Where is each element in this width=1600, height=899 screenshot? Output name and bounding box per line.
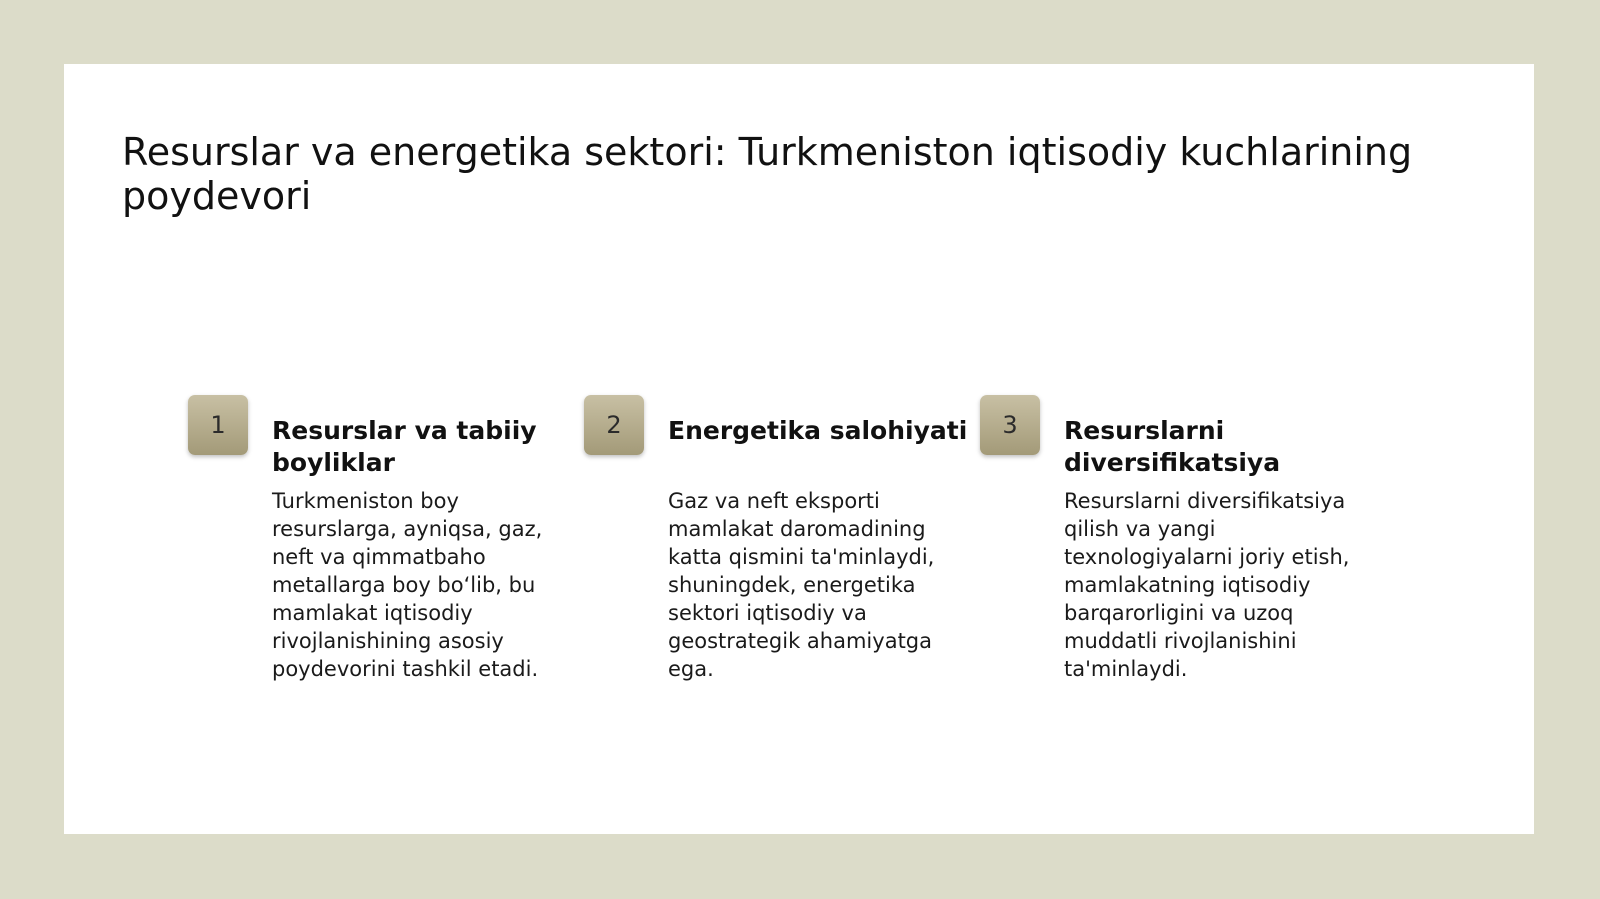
step-heading: Energetika salohiyati [668,416,968,445]
step-body: Resurslarni diversifikatsiya qilish va yangi texnologiyalarni joriy etish, mamlakatning iqtisodiy barqarorligini va uzoq muddatli rivojlanishini ta'minlaydi. [1064,489,1350,681]
step-number-badge: 1 [188,395,248,455]
step-heading: Resurslarni diversifikatsiya [1064,416,1281,477]
step-heading: Resurslar va tabiiy boyliklar [272,416,537,477]
step-number-badge: 2 [584,395,644,455]
step-body: Turkmeniston boy resurslarga, ayniqsa, gaz, neft va qimmatbaho metallarga boy bo‘lib, bu mamlakat iqtisodiy rivojlanishining asosiy poydevorini tashkil etadi. [272,489,543,681]
slide [64,64,1534,834]
slide-title: Resurslar va energetika sektori: Turkmeniston iqtisodiy kuchlarining poydevori [122,130,1413,218]
step-number-badge: 3 [980,395,1040,455]
step-body: Gaz va neft eksporti mamlakat daromadining katta qismini ta'minlaydi, shuningdek, energetika sektori iqtisodiy va geostrategik ahamiyatga ega. [668,489,935,681]
